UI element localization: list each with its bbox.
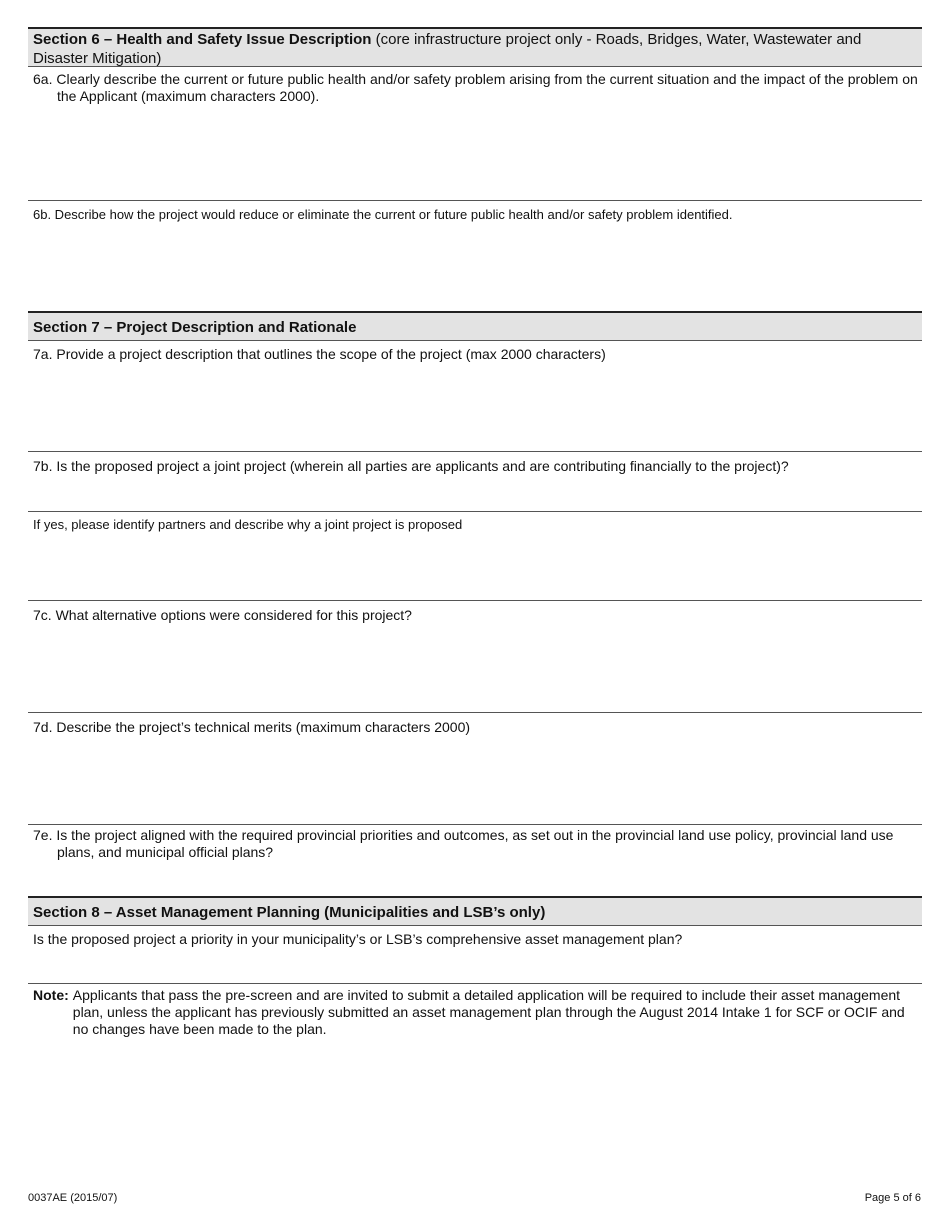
question-7c: 7c. What alternative options were considered for this project?	[33, 607, 412, 623]
divider	[28, 600, 922, 601]
section-6-header	[28, 27, 922, 67]
divider	[28, 451, 922, 452]
divider	[28, 200, 922, 201]
divider	[28, 983, 922, 984]
section-6-subtitle: (core infrastructure project only - Roads, Bridges, Water, Wastewater and Disaster Mitigation)	[33, 31, 862, 67]
divider	[28, 511, 922, 512]
form-code: 0037AE (2015/07)	[28, 1192, 118, 1204]
page-number: Page 5 of 6	[864, 1192, 921, 1204]
section-6-title: Section 6 – Health and Safety Issue Description	[33, 31, 372, 48]
divider	[28, 712, 922, 713]
section-7-header	[28, 311, 922, 341]
section-8-title: Section 8 – Asset Management Planning (Municipalities and LSB’s only)	[33, 904, 546, 921]
section-7-title: Section 7 – Project Description and Rationale	[33, 319, 357, 336]
question-8: Is the proposed project a priority in your municipality’s or LSB’s comprehensive asset management plan?	[33, 931, 683, 947]
note	[33, 987, 919, 1038]
divider	[28, 824, 922, 825]
question-7b-followup: If yes, please identify partners and describe why a joint project is proposed	[33, 517, 463, 532]
question-7a: 7a. Provide a project description that outlines the scope of the project (max 2000 characters)	[33, 346, 606, 362]
question-7d: 7d. Describe the project’s technical merits (maximum characters 2000)	[33, 719, 471, 735]
question-6b: 6b. Describe how the project would reduce or eliminate the current or future public health and/or safety problem identified.	[33, 207, 733, 222]
question-7b: 7b. Is the proposed project a joint project (wherein all parties are applicants and are contributing financially to the project)?	[33, 458, 789, 474]
section-8-header	[28, 896, 922, 926]
question-7e: 7e. Is the project aligned with the required provincial priorities and outcomes, as set out in the provincial land use policy, provincial land use plans, and municipal official plans?	[33, 827, 894, 860]
note-text: Applicants that pass the pre-screen and are invited to submit a detailed application will be required to include their asset management plan, unless the applicant has previously submitted an asset management plan through the August 2014 Intake 1 for SCF or OCIF and no changes have been made to the plan.	[72, 987, 905, 1037]
question-6a: 6a. Clearly describe the current or future public health and/or safety problem arising from the current situation and the impact of the problem on the Applicant (maximum characters 2000).	[33, 71, 918, 104]
note-label: Note:	[33, 987, 69, 1003]
